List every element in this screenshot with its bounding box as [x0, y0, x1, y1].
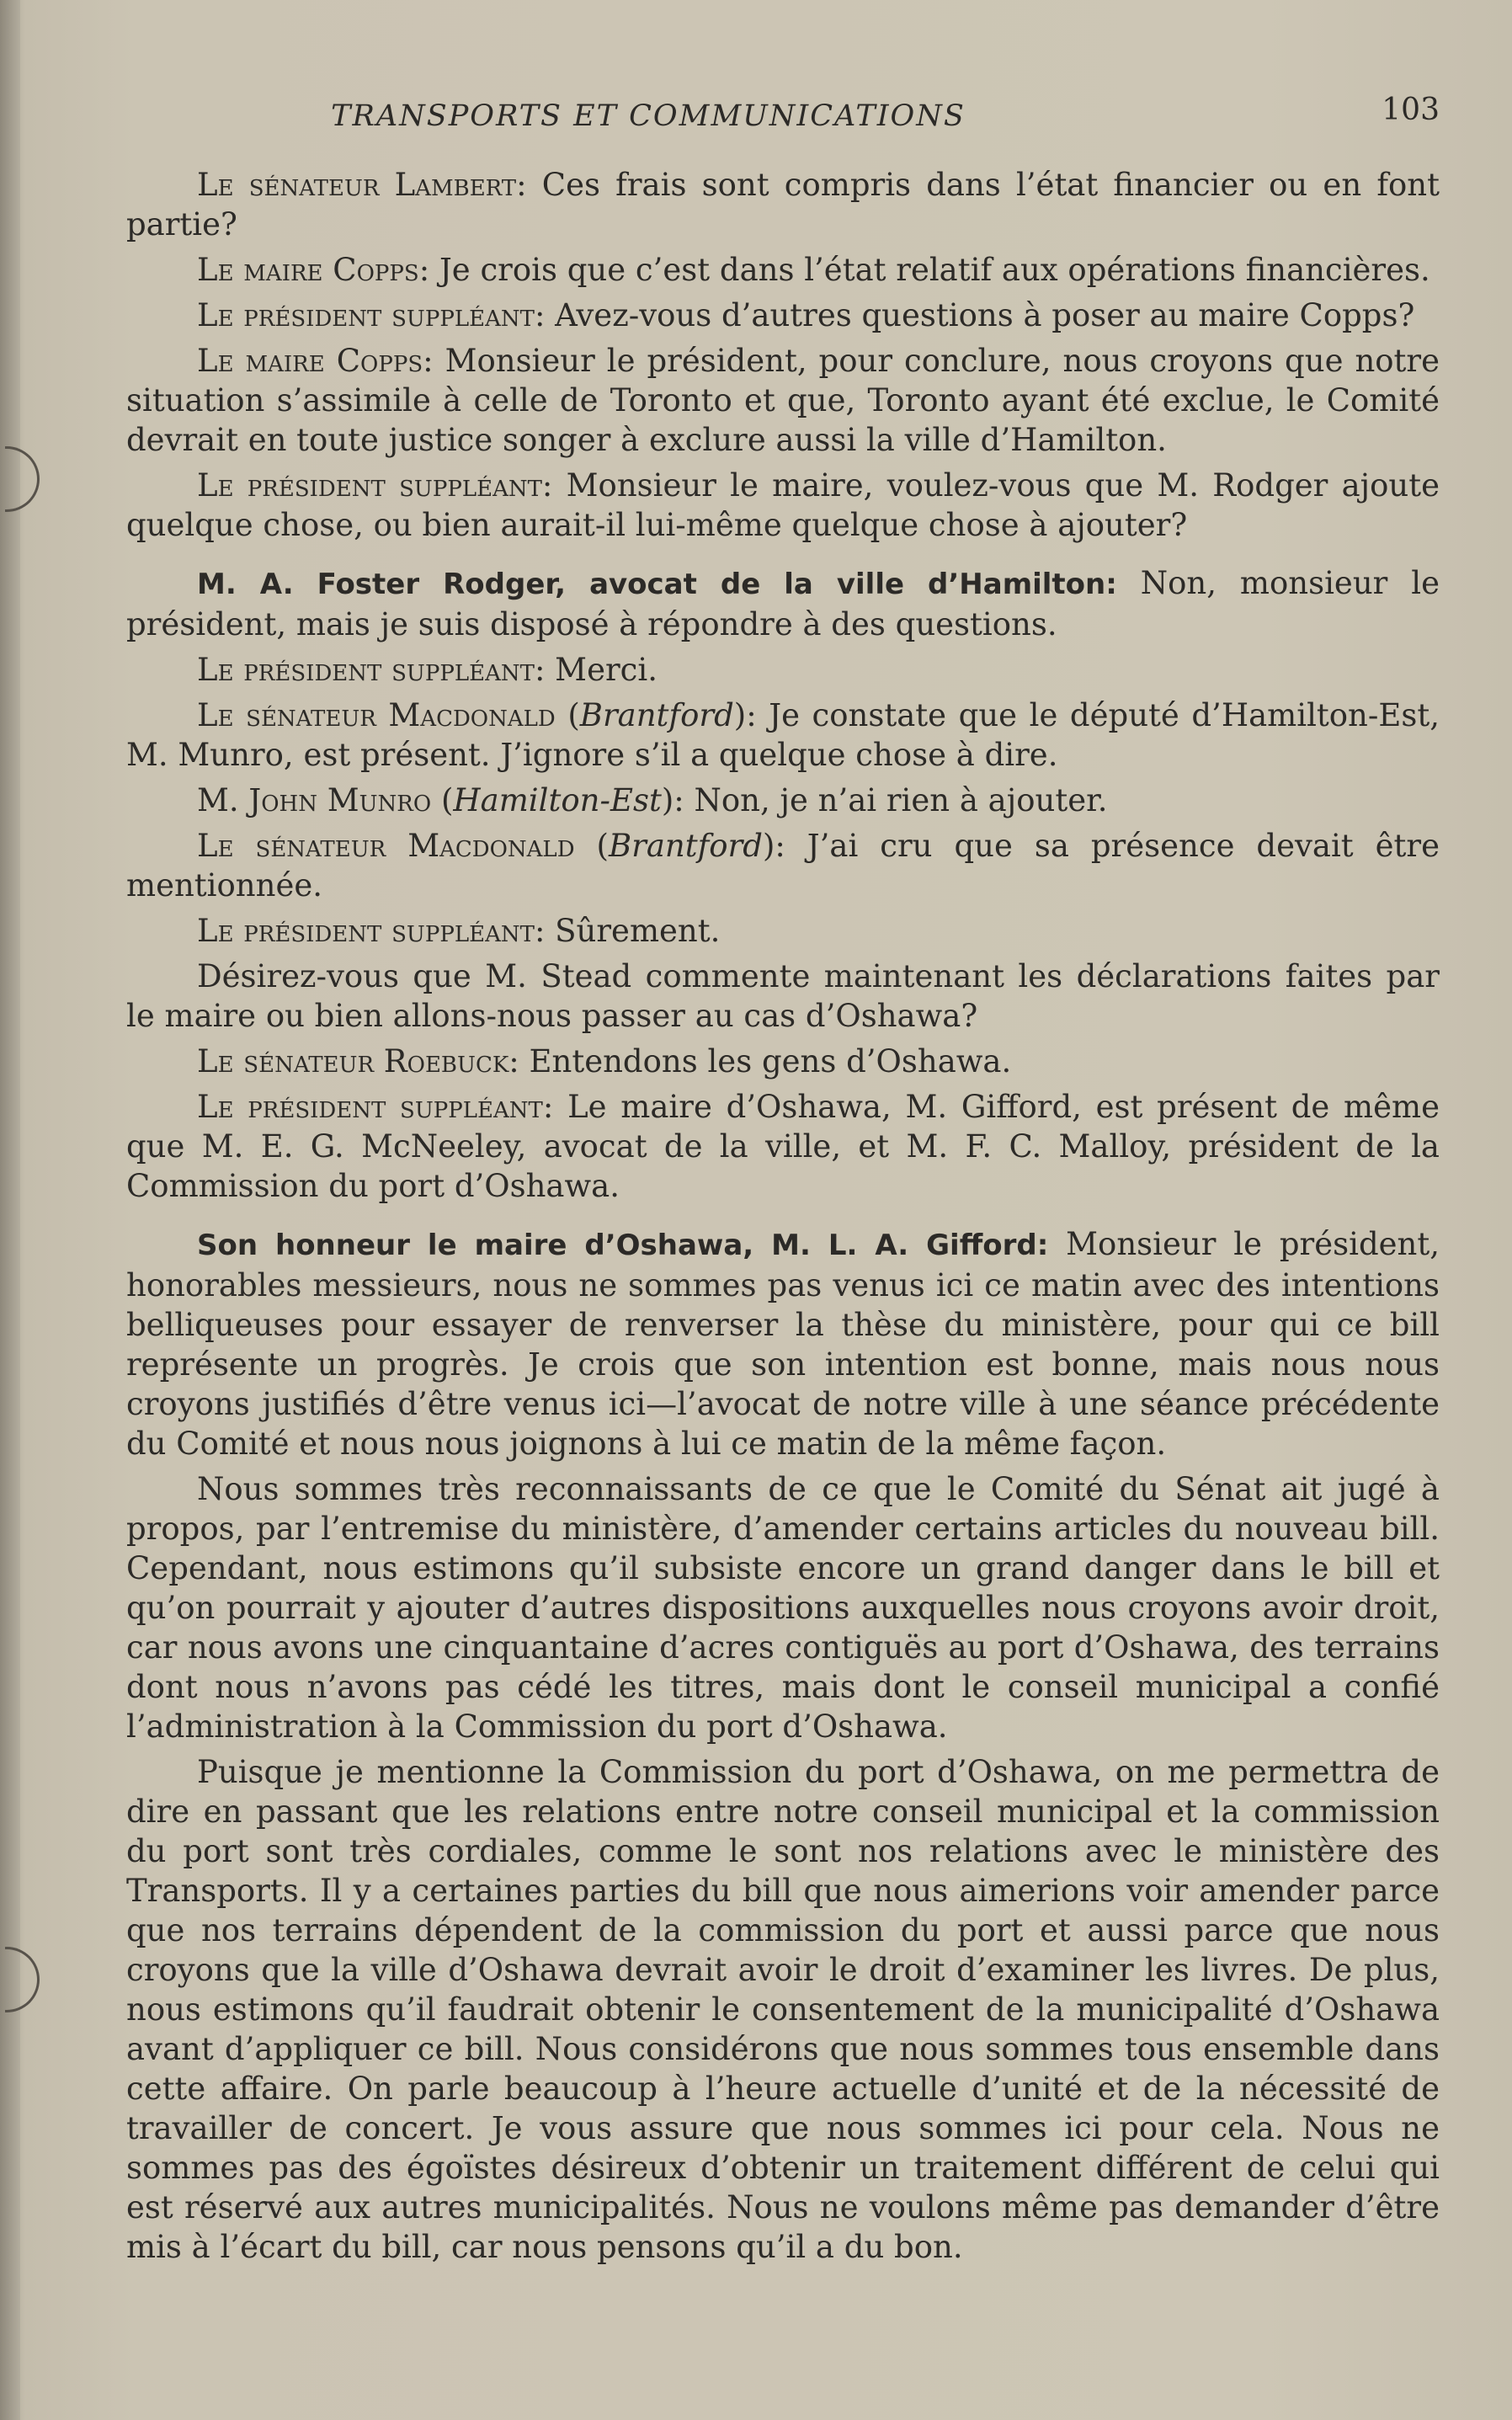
speaker: Le sénateur Macdonald (: [197, 828, 609, 864]
paragraph: [126, 1469, 1440, 1746]
speaker: Le président suppléant:: [197, 467, 553, 504]
paragraph: [126, 296, 1440, 335]
punch-hole-mark: [5, 1947, 40, 2012]
paragraph: [126, 781, 1440, 820]
paragraph: [126, 165, 1440, 244]
page-number: 103: [1382, 93, 1440, 127]
speaker-riding: Hamilton-Est: [453, 782, 662, 818]
paragraph: [126, 1042, 1440, 1081]
paragraph-text: Sûrement.: [545, 913, 721, 949]
speaker-close: ):: [733, 697, 757, 733]
paragraph-text: Nous sommes très reconnaissants de ce que le Comité du Sénat ait jugé à propos, par l’entremise du ministère, d’amender certains articles du nouveau bill. Cependant, nous estimons qu’il subsiste encore un grand danger dans le bill et qu’on pourrait y ajouter d’autres dispositions auxquelles nous croyons avoir droit, car nous avons une cinquantaine d’acres contiguës au port d’Oshawa, des terrains dont nous n’avons pas cédé les titres, mais dont le conseil municipal a confié l’administration à la Commission du port d’Oshawa.: [126, 1471, 1440, 1745]
page-header: [126, 93, 1440, 143]
paragraph: [126, 650, 1440, 690]
paragraph: [126, 466, 1440, 545]
paragraph-text: J’ai cru que sa présence devait être mentionnée.: [126, 828, 1440, 904]
speaker: Le maire Copps:: [197, 343, 434, 379]
paragraph: [126, 1087, 1440, 1206]
speaker: Le sénateur Macdonald (: [197, 697, 580, 733]
paragraph-text: Puisque je mentionne la Commission du port d’Oshawa, on me permettra de dire en passant que les relations entre notre conseil municipal et la commission du port sont très cordiales, comme le sont nos relations avec le ministère des Transports. Il y a certaines parties du bill que nous aimerions voir amender parce que nos terrains dépendent de la commission du port et aussi parce que nous croyons que la ville d’Oshawa devrait avoir le droit d’examiner les livres. De plus, nous estimons qu’il faudrait obtenir le consentement de la municipalité d’Oshawa avant d’appliquer ce bill. Nous considérons que nous sommes tous ensemble dans cette affaire. On parle beaucoup à l’heure actuelle d’unité et de la nécessité de travailler de concert. Je vous assure que nous sommes ici pour cela. Nous ne sommes pas des égoïstes désireux d’obtenir un traitement différent de celui qui est réservé aux autres municipalités. Nous ne voulons même pas demander d’être mis à l’écart du bill, car nous pensons qu’il a du bon.: [126, 1754, 1440, 2265]
paragraph-text: Je constate que le député d’Hamilton-Est, M. Munro, est présent. J’ignore s’il a quelque chose à dire.: [126, 697, 1440, 773]
speaker-riding: Brantford: [579, 697, 734, 733]
speaker-close: ):: [762, 828, 785, 864]
paragraph-text: Non, monsieur le président, mais je suis disposé à répondre à des questions.: [126, 565, 1440, 642]
paragraph: [126, 563, 1440, 644]
speaker: M. John Munro (: [197, 782, 454, 818]
paragraph-text: Monsieur le président, honorables messieurs, nous ne sommes pas venus ici ce matin avec des intentions belliqueuses pour essayer de renverser la thèse du ministère, pour qui ce bill représente un progrès. Je crois que son intention est bonne, mais nous nous croyons justifiés d’être venus ici—l’avocat de notre ville à une séance précédente du Comité et nous nous joignons à lui ce matin de la même façon.: [126, 1226, 1440, 1462]
paragraph-text: Entendons les gens d’Oshawa.: [519, 1043, 1012, 1079]
paragraph-text: Le maire d’Oshawa, M. Gifford, est présent de même que M. E. G. McNeeley, avocat de la ville, et M. F. C. Malloy, président de la Commission du port d’Oshawa.: [126, 1089, 1440, 1204]
paragraph-text: Ces frais sont compris dans l’état financier ou en font partie?: [126, 167, 1440, 243]
binding-edge: [0, 0, 20, 2420]
paragraph-text: Monsieur le président, pour conclure, nous croyons que notre situation s’assimile à celle de Toronto et que, Toronto ayant été exclue, le Comité devrait en toute justice songer à exclure aussi la ville d’Hamilton.: [126, 343, 1440, 458]
paragraph: [126, 696, 1440, 775]
page-body: [126, 165, 1440, 2273]
paragraph-text: Merci.: [545, 652, 658, 688]
paragraph: [126, 957, 1440, 1036]
speaker: Le président suppléant:: [197, 1089, 554, 1125]
running-title: TRANSPORTS ET COMMUNICATIONS: [331, 99, 966, 133]
speaker: Le maire Copps:: [197, 252, 430, 288]
paragraph-text: Avez-vous d’autres questions à poser au maire Copps?: [545, 297, 1415, 333]
paragraph-text: Je crois que c’est dans l’état relatif aux opérations financières.: [429, 252, 1430, 288]
paragraph-text: Non, je n’ai rien à ajouter.: [684, 782, 1108, 818]
speaker-close: ):: [661, 782, 684, 818]
speaker: Le sénateur Lambert:: [197, 167, 527, 203]
paragraph-text: Désirez-vous que M. Stead commente maintenant les déclarations faites par le maire ou bien allons-nous passer au cas d’Oshawa?: [126, 958, 1440, 1034]
paragraph: [126, 1752, 1440, 2267]
speaker: Le président suppléant:: [197, 297, 546, 333]
speaker: Le président suppléant:: [197, 652, 546, 688]
punch-hole-mark: [5, 446, 40, 512]
paragraph: [126, 1224, 1440, 1463]
paragraph: [126, 911, 1440, 951]
speaker-riding: Brantford: [608, 828, 763, 864]
paragraph: [126, 250, 1440, 290]
speaker: Le président suppléant:: [197, 913, 546, 949]
speaker: M. A. Foster Rodger, avocat de la ville d’Hamilton:: [197, 568, 1117, 601]
paragraph: [126, 826, 1440, 905]
paragraph-text: Monsieur le maire, voulez-vous que M. Rodger ajoute quelque chose, ou bien aurait-il lui-même quelque chose à ajouter?: [126, 467, 1440, 543]
speaker: Le sénateur Roebuck:: [197, 1043, 519, 1079]
paragraph: [126, 341, 1440, 460]
speaker: Son honneur le maire d’Oshawa, M. L. A. Gifford:: [197, 1229, 1049, 1262]
